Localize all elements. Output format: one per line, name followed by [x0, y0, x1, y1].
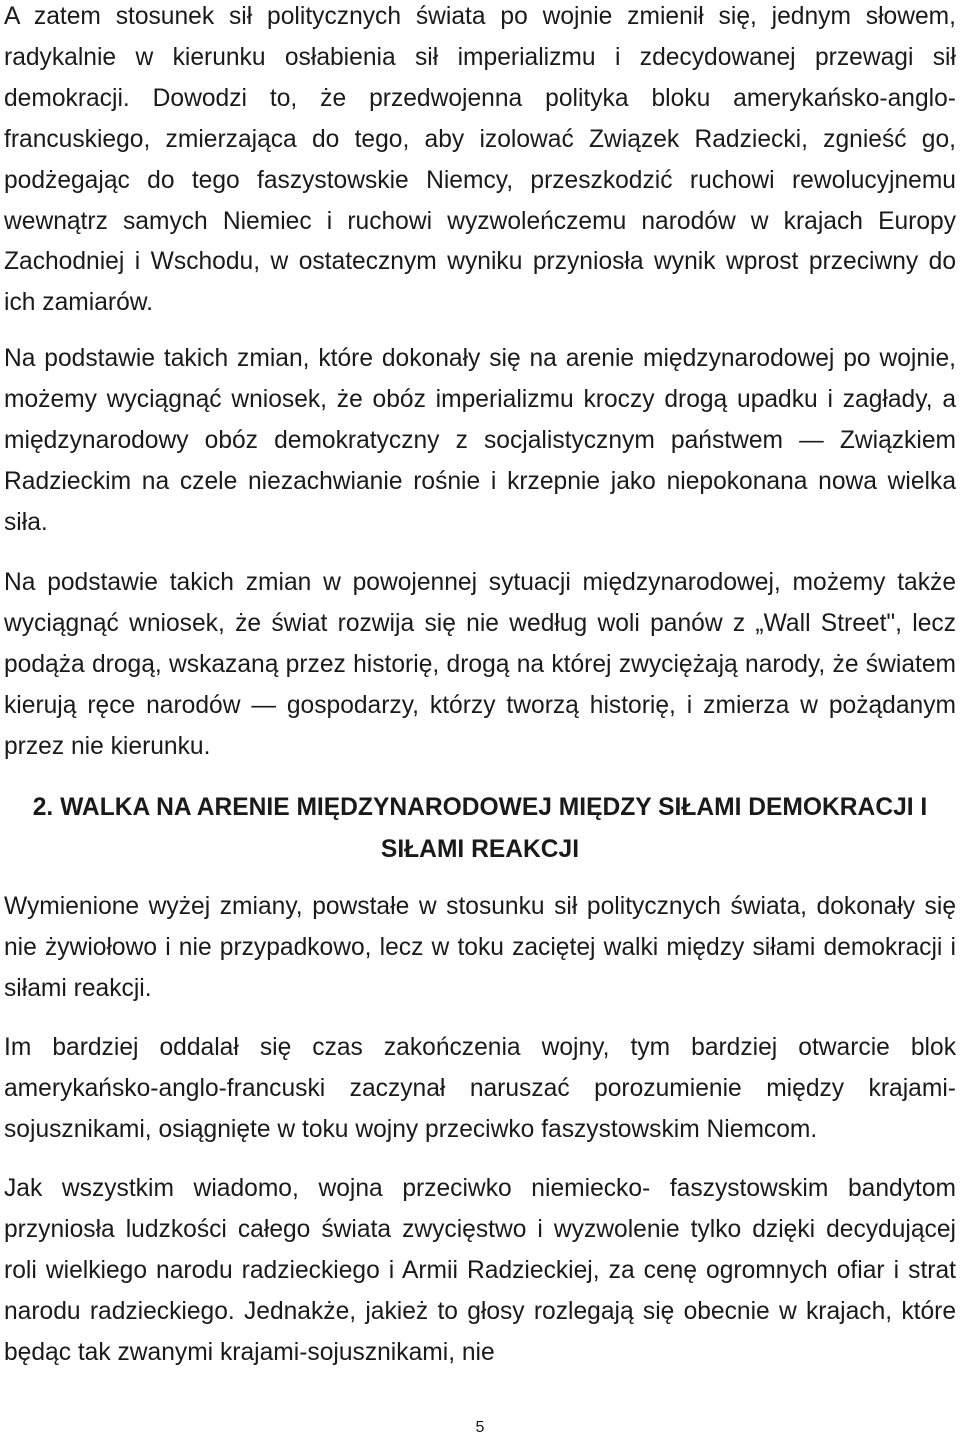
paragraph: A zatem stosunek sił politycznych świata po wojnie zmienił się, jednym słowem, radykalnie w kierunku osłabienia sił imperializmu i zdecydowanej przewagi sił demokracji. Dowodzi to, że przedwojenna polityka bloku amerykańsko-anglo-francuskiego, zmierzająca do tego, aby izolować Związek Radziecki, zgnieść go, podżegając do tego faszystowskie Niemcy, przeszkodzić ruchowi rewolucyjnemu wewnątrz samych Niemiec i ruchowi wyzwoleńczemu narodów w krajach Europy Zachodniej i Wschodu, w ostatecznym wyniku przyniosła wynik wprost przeciwny do ich zamiarów. [4, 3, 956, 317]
paragraph: Wymienione wyżej zmiany, powstałe w stosunku sił politycznych świata, dokonały się nie żywiołowo i nie przypadkowo, lecz w toku zaciętej walki między siłami demokracji i siłami reakcji. [4, 893, 956, 1002]
page-number: 5 [475, 1419, 485, 1436]
paragraph: Na podstawie takich zmian w powojennej sytuacji międzynarodowej, możemy także wyciągnąć wniosek, że świat rozwija się nie według woli panów z „Wall Street", lecz podąża drogą, wskazaną przez historię, drogą na której zwyciężają narody, że światem kierują ręce narodów — gospodarzy, którzy tworzą historię, i zmierza w pożądanym przez nie kierunku. [4, 569, 956, 760]
paragraph: Jak wszystkim wiadomo, wojna przeciwko niemiecko- faszystowskim bandytom przyniosła ludzkości całego świata zwycięstwo i wyzwolenie tylko dzięki decydującej roli wielkiego narodu radzieckiego i Armii Radzieckiej, za cenę ogromnych ofiar i strat narodu radzieckiego. Jednakże, jakież to głosy rozlegają się obecnie w krajach, które będąc tak zwanymi krajami-sojusznikami, nie [4, 1175, 956, 1366]
paragraph: Na podstawie takich zmian, które dokonały się na arenie międzynarodowej po wojnie, możemy wyciągnąć wniosek, że obóz imperializmu kroczy drogą upadku i zagłady, a międzynarodowy obóz demokratyczny z socjalistycznym państwem — Związkiem Radzieckim na czele niezachwianie rośnie i krzepnie jako niepokonana nowa wielka siła. [4, 345, 956, 536]
section-heading: 2. WALKA NA ARENIE MIĘDZYNARODOWEJ MIĘDZY SIŁAMI DEMOKRACJI I SIŁAMI REAKCJI [32, 794, 928, 863]
document-page [4, 0, 956, 1440]
paragraph: Im bardziej oddalał się czas zakończenia wojny, tym bardziej otwarcie blok amerykańsko-anglo-francuski zaczynał naruszać porozumienie między krajami-sojusznikami, osiągnięte w toku wojny przeciwko faszystowskim Niemcom. [4, 1034, 956, 1143]
